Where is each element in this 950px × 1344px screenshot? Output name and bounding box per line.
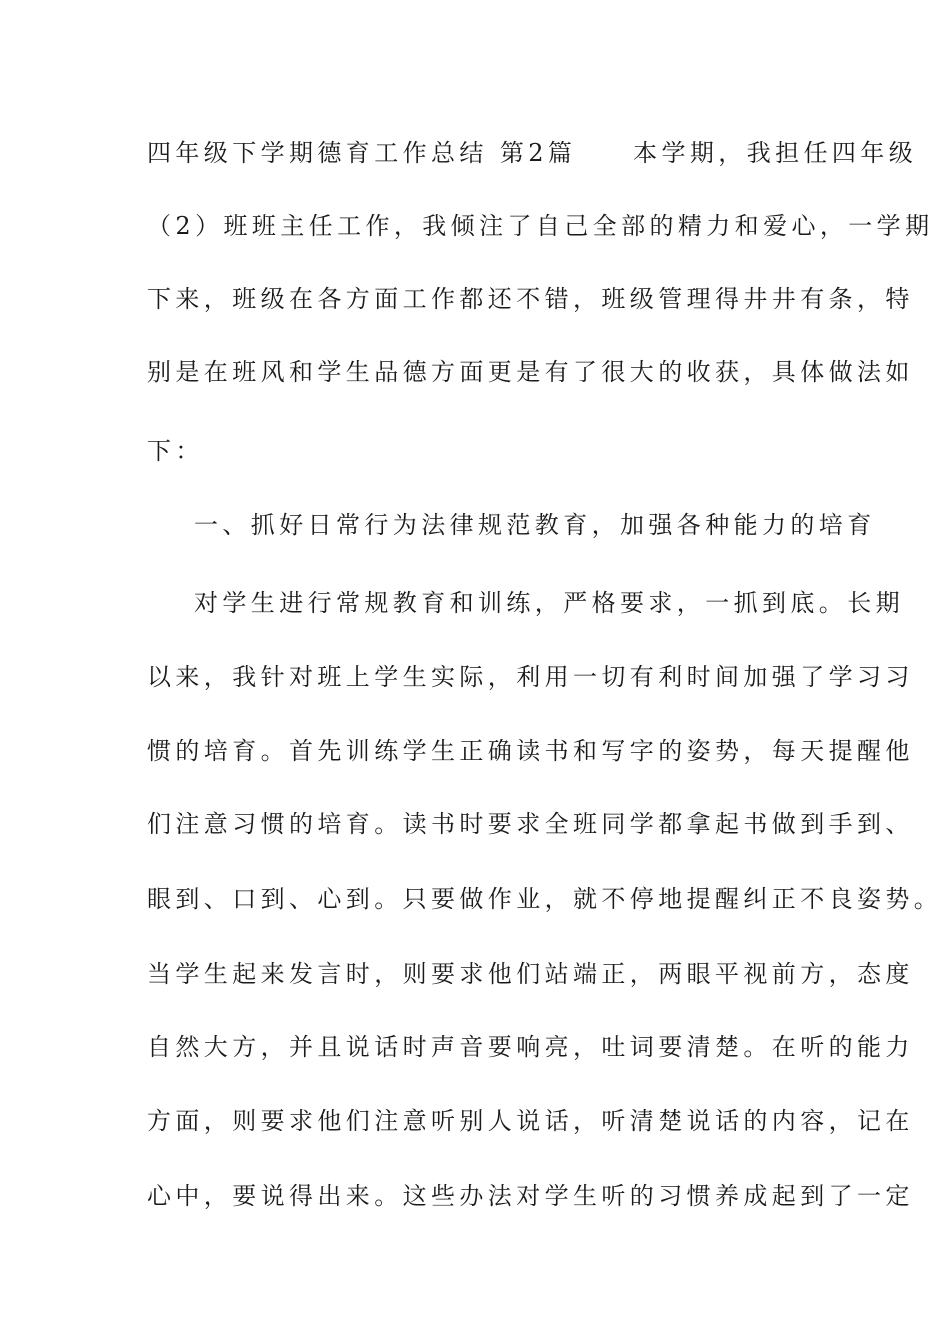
section-heading-1: 一、抓好日常行为法律规范教育，加强各种能力的培育 xyxy=(194,511,876,539)
text-line-2: （2）班班主任工作，我倾注了自己全部的精力和爱心，一学期 xyxy=(147,212,934,240)
text-line-14: 方面，则要求他们注意听别人说话，听清楚说话的内容，记在 xyxy=(147,1107,914,1135)
text-line-8: 以来，我针对班上学生实际，利用一切有利时间加强了学习习 xyxy=(147,663,914,691)
text-line-10: 们注意习惯的培育。读书时要求全班同学都拿起书做到手到、 xyxy=(147,810,914,838)
text-line-9: 惯的培育。首先训练学生正确读书和写字的姿势，每天提醒他 xyxy=(147,737,914,765)
text-line-13: 自然大方，并且说话时声音要响亮，吐词要清楚。在听的能力 xyxy=(147,1033,914,1061)
text-line-1: 四年级下学期德育工作总结 第2篇 本学期，我担任四年级 xyxy=(147,139,918,167)
text-line-7: 对学生进行常规教育和训练，严格要求，一抓到底。长期 xyxy=(194,589,904,617)
text-line-11: 眼到、口到、心到。只要做作业，就不停地提醒纠正不良姿势。 xyxy=(147,885,943,913)
text-line-12: 当学生起来发言时，则要求他们站端正，两眼平视前方，态度 xyxy=(147,960,914,988)
text-line-5: 下： xyxy=(147,437,204,465)
text-line-3: 下来，班级在各方面工作都还不错，班级管理得井井有条，特 xyxy=(147,285,914,313)
text-line-15: 心中，要说得出来。这些办法对学生听的习惯养成起到了一定 xyxy=(147,1182,914,1210)
text-line-4: 别是在班风和学生品德方面更是有了很大的收获，具体做法如 xyxy=(147,358,914,386)
